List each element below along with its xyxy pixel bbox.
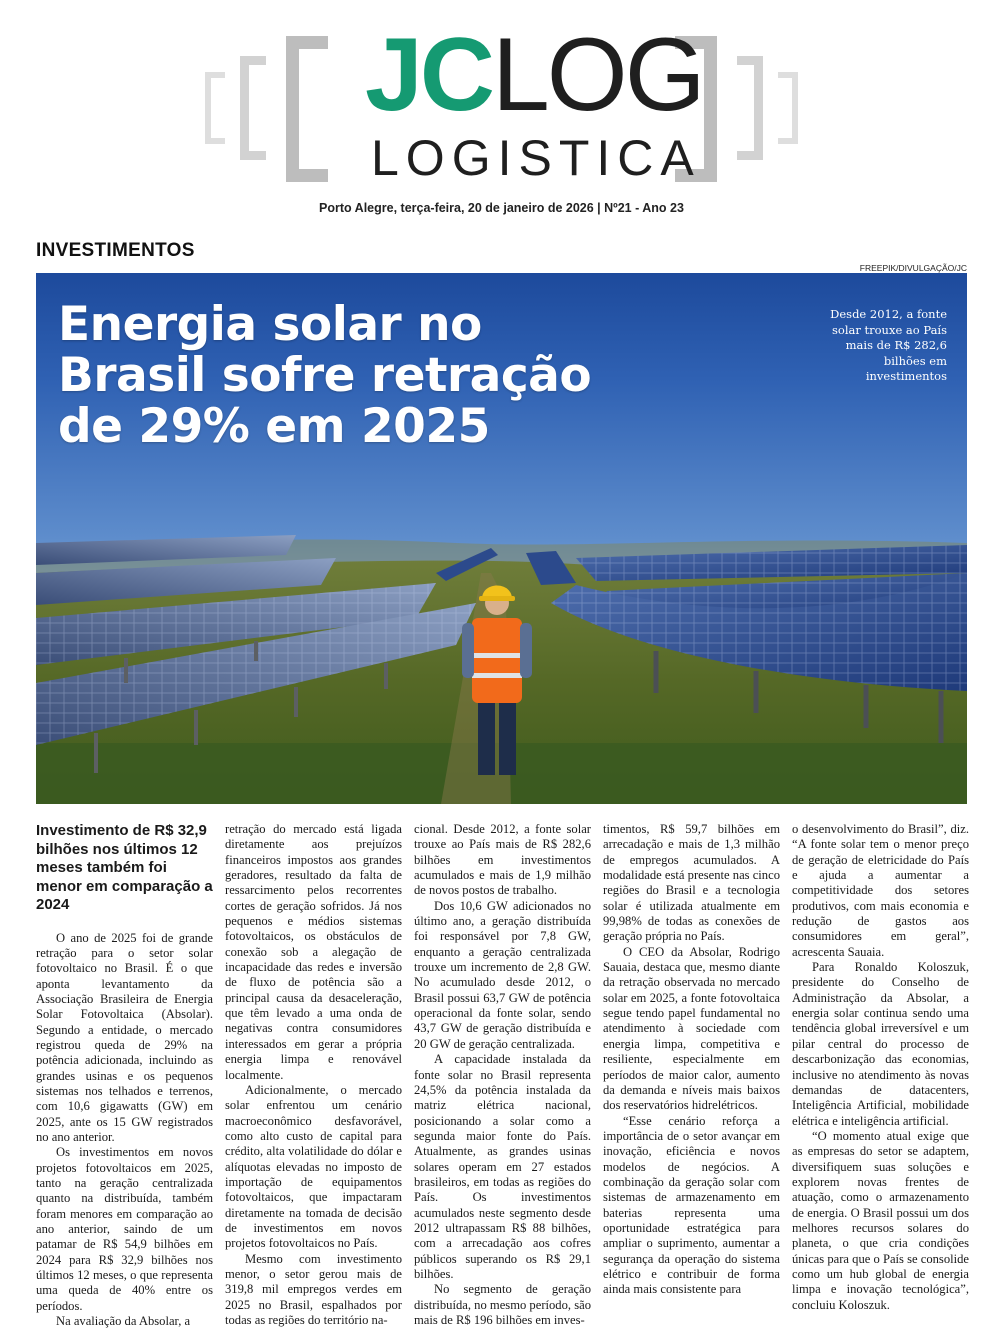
paragraph: A capacidade instalada da fonte solar no Brasil representa 24,5% da potência instalada da matriz elétrica nacional, posicionando a solar como a segunda maior fonte do País. Atualmente, as grandes usinas solares operam em 27 estados brasileiros, em todas as regiões do País. Os investimentos acumulados neste segmento desde 2012 ultrapassam R$ 88 bilhões, com a arrecadação aos cofres públicos superando os R$ 29,1 bilhões. — [414, 1052, 591, 1281]
brand-logo-primary: JC — [365, 17, 492, 133]
bracket-decoration — [286, 36, 328, 182]
article-column-2 — [225, 822, 402, 1328]
paragraph: cional. Desde 2012, a fonte solar trouxe ao País mais de R$ 282,6 bilhões em investimentos acumulados e mais de 1,9 milhão de novos postos de trabalho. — [414, 822, 591, 898]
paragraph: Os investimentos em novos projetos fotovoltaicos em 2025, tanto na geração centralizada quanto na distribuída, também foram menores em comparação ao ano anterior, saindo de um patamar de R$ 54,9 bilhões em 2024 para R$ 32,9 bilhões nos últimos 12 meses, o que representa uma queda de 40% entre os períodos. — [36, 1145, 213, 1313]
photo-credit: FREEPIK/DIVULGAÇÃO/JC — [859, 263, 967, 273]
photo-caption: Desde 2012, a fonte solar trouxe ao País mais de R$ 282,6 bilhões em investimentos — [830, 307, 947, 383]
paragraph: O CEO da Absolar, Rodrigo Sauaia, destaca que, mesmo diante da retração observada no mercado solar em 2025, a fonte fotovoltaica segue tendo papel fundamental no atendimento à sociedade com energia limpa, competitiva e resiliente, especialmente em períodos de maior calor, aumento da demanda e níveis mais baixos dos reservatórios hidrelétricos. — [603, 944, 780, 1113]
paragraph: Mesmo com investimento menor, o setor gerou mais de 319,8 mil empregos verdes em 2025 no Brasil, espalhados por todas as regiões do território na- — [225, 1251, 402, 1327]
paragraph: retração do mercado está ligada diretamente aos prejuízos financeiros impostos aos grandes geradores, resultado da falta de ressarcimento pelos recorrentes cortes de geração sofridos. Já nos pequenos e médios sistemas fotovoltaicos, os obstáculos de conexão sob a alegação de incapacidade das redes e inversão de fluxo de potência são a principal causa da desaceleração, que têm levado a uma onda de negativas contra consumidores interessados em gerar a própria energia limpa e renovável localmente. — [225, 822, 402, 1082]
article-column-4 — [603, 822, 780, 1298]
bracket-decoration — [778, 72, 798, 144]
dateline: Porto Alegre, terça-feira, 20 de janeiro de 2026 | Nº21 - Ano 23 — [319, 201, 684, 215]
bracket-decoration — [240, 56, 266, 160]
brand-logo-secondary: LOG — [491, 17, 703, 133]
paragraph: Na avaliação da Absolar, a — [56, 1314, 191, 1329]
paragraph: Adicionalmente, o mercado solar enfrentou um cenário macroeconômico desfavorável, como alto custo de capital para crédito, alta volatilidade do dólar e alíquotas elevadas no imposto de importação de equipamentos fotovoltaicos, que impactaram diretamente na tomada de decisão de investimentos em novos projetos fotovoltaicos no País. — [225, 1082, 402, 1251]
bracket-decoration — [205, 72, 225, 144]
hero-photo — [36, 273, 967, 804]
paragraph: No segmento de geração distribuída, no mesmo período, são mais de R$ 196 bilhões em inves- — [414, 1282, 591, 1327]
article-column-5 — [792, 822, 969, 1313]
brand-logo — [365, 17, 703, 133]
paragraph: O ano de 2025 foi de grande retração para o setor solar fotovoltaico no Brasil. É o que aponta levantamento da Associação Brasileira de Energia Solar Fotovoltaica (Absolar). Segundo a entidade, o mercado registrou queda de 29% na potência adicionada, incluindo as grandes usinas e os pequenos sistemas nos telhados e terrenos, com 10,6 gigawatts (GW) em 2025, ante os 15 GW registrados no ano anterior. — [36, 930, 213, 1144]
paragraph: o desenvolvimento do Brasil”, diz. “A fonte solar tem o menor preço de geração de eletricidade do País e ajuda a aumentar a competitividade dos setores produtivos, com mais economia e redução de gastos aos consumidores em geral”, acrescenta Sauaia. — [792, 822, 969, 959]
bracket-decoration — [737, 56, 763, 160]
paragraph: Dos 10,6 GW adicionados no último ano, a geração distribuída foi responsável por 7,8 GW, enquanto a geração centralizada trouxe um incremento de 2,8 GW. No acumulado desde 2012, o Brasil possui 63,7 GW de potência operacional da fonte solar, sendo 43,7 GW de geração distribuída e 20 GW de geração centralizada. — [414, 898, 591, 1051]
paragraph: Para Ronaldo Koloszuk, presidente do Conselho de Administração da Absolar, a energia solar continua sendo uma tendência global irreversível e um pilar central do processo de descarbonização das economias, inclusive no atendimento às novas demandas de datacenters, Inteligência Artificial, mobilidade elétrica e inteligência artificial. — [792, 960, 969, 1128]
article-lead: Investimento de R$ 32,9 bilhões nos últimos 12 meses também foi menor em comparação a 2024 — [36, 822, 213, 913]
paragraph: “O momento atual exige que as empresas do setor se adaptem, diversifiquem suas soluções e explorem novas frentes de atuação, como o armazenamento de energia. O Brasil possui um dos melhores recursos solares do planeta, o que cria condições únicas para que o País se consolide como um hub global de energia limpa e inovação tecnológica”, concluiu Koloszuk. — [792, 1128, 969, 1312]
paragraph: timentos, R$ 59,7 bilhões em arrecadação e mais de 1,3 milhão de empregos acumulados. A modalidade está presente nas cinco regiões do Brasil e a tecnologia solar é utilizada atualmente em 99,98% de todas as conexões de geração própria no País. — [603, 822, 780, 944]
headline: Energia solar no Brasil sofre retração de 29% em 2025 — [58, 297, 592, 454]
brand-subtitle: LOGISTICA — [371, 130, 701, 186]
paragraph: “Esse cenário reforça a importância de o setor avançar em inovação, eficiência e novos modelos de negócios. A combinação da geração solar com sistemas de armazenamento em baterias representa uma oportunidade estratégica para ampliar o suprimento, aumentar a segurança da operação do sistema elétrico e contribuir de forma ainda mais consistente para — [603, 1113, 780, 1297]
section-label: INVESTIMENTOS — [36, 240, 195, 261]
article-column-1 — [36, 822, 213, 1329]
article-column-3 — [414, 822, 591, 1328]
